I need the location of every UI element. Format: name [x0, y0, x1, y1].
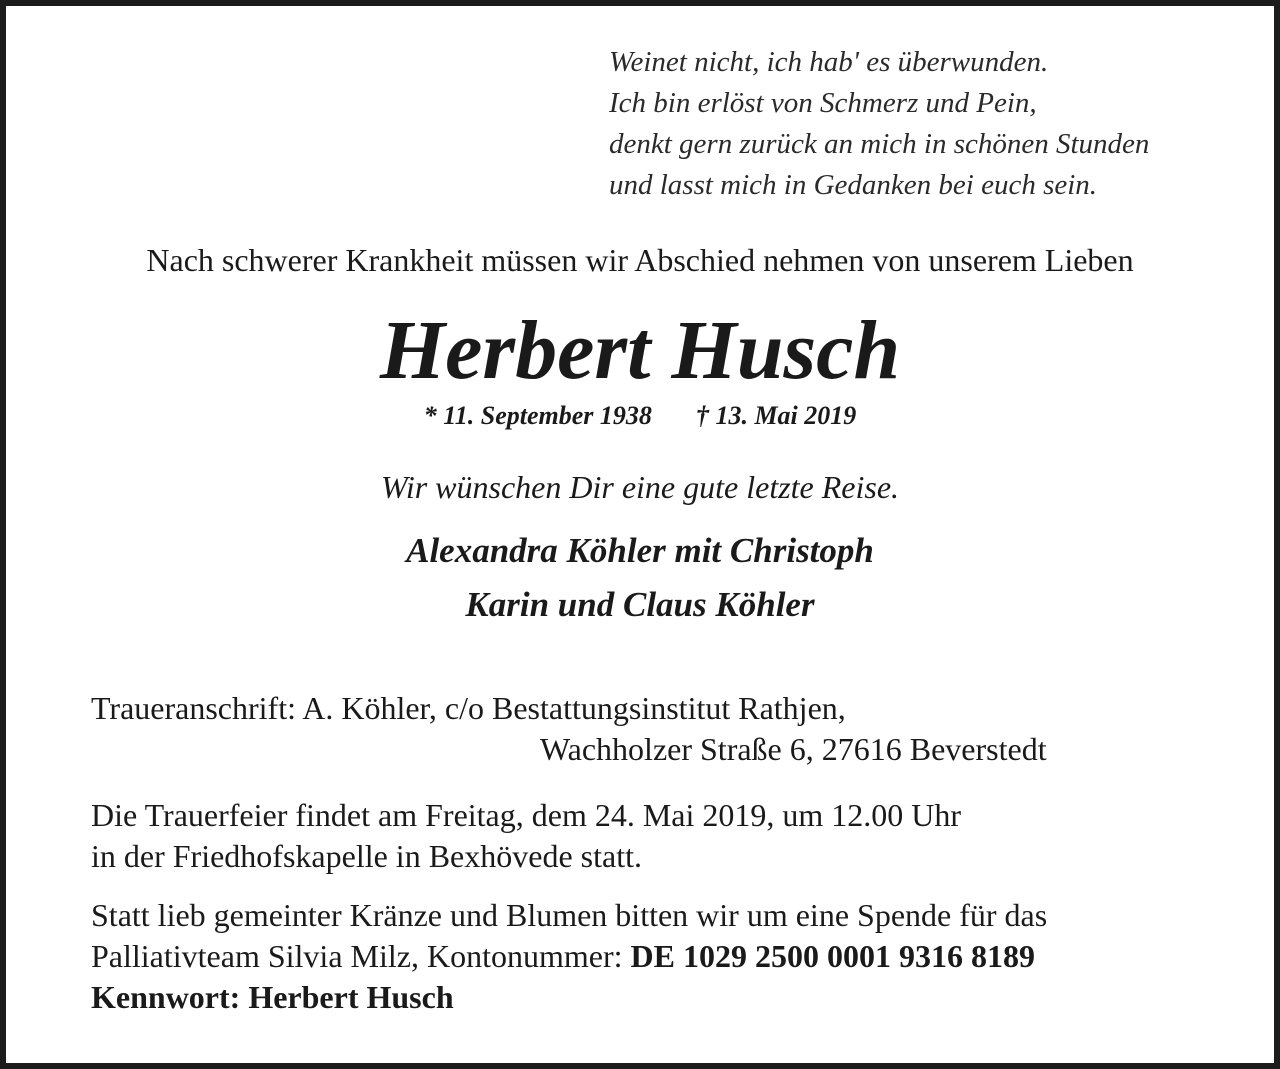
poem	[609, 42, 1149, 206]
donation-line-1: Statt lieb gemeinter Kränze und Blumen bitten wir um eine Spende für das	[91, 897, 1048, 933]
death-date: † 13. Mai 2019	[695, 401, 857, 430]
mourner-line: Alexandra Köhler mit Christoph	[406, 531, 874, 570]
ceremony-line-1: Die Trauerfeier findet am Freitag, dem 24. Mai 2019, um 12.00 Uhr	[91, 797, 962, 833]
deceased-name: Herbert Husch	[379, 304, 901, 397]
poem-line: denkt gern zurück an mich in schönen Stunden	[609, 128, 1150, 160]
mourner-line: Karin und Claus Köhler	[465, 585, 815, 624]
address-line-1: Traueranschrift: A. Köhler, c/o Bestattungsinstitut Rathjen,	[91, 690, 846, 726]
mourners	[0, 524, 1280, 632]
life-dates	[0, 398, 1280, 434]
mourning-address	[91, 688, 1047, 770]
account-number: DE 1029 2500 0001 9316 8189	[630, 938, 1035, 974]
donation-recipient: Palliativteam Silvia Milz, Kontonummer:	[91, 938, 631, 974]
farewell-text: Wir wünschen Dir eine gute letzte Reise.	[380, 469, 900, 505]
poem-line: und lasst mich in Gedanken bei euch sein.	[609, 169, 1098, 201]
address-line-2: Wachholzer Straße 6, 27616 Beverstedt	[540, 731, 1047, 767]
poem-line: Weinet nicht, ich hab' es überwunden.	[609, 46, 1049, 78]
ceremony-info	[91, 795, 961, 877]
donation-keyword: Kennwort: Herbert Husch	[91, 979, 454, 1015]
birth-date: * 11. September 1938	[423, 401, 652, 430]
donation-info	[91, 895, 1047, 1018]
poem-line: Ich bin erlöst von Schmerz und Pein,	[609, 87, 1037, 119]
ceremony-line-2: in der Friedhofskapelle in Bexhövede statt.	[91, 838, 642, 874]
intro-text: Nach schwerer Krankheit müssen wir Abschied nehmen von unserem Lieben	[146, 242, 1134, 278]
donation-line-2	[91, 936, 1047, 977]
